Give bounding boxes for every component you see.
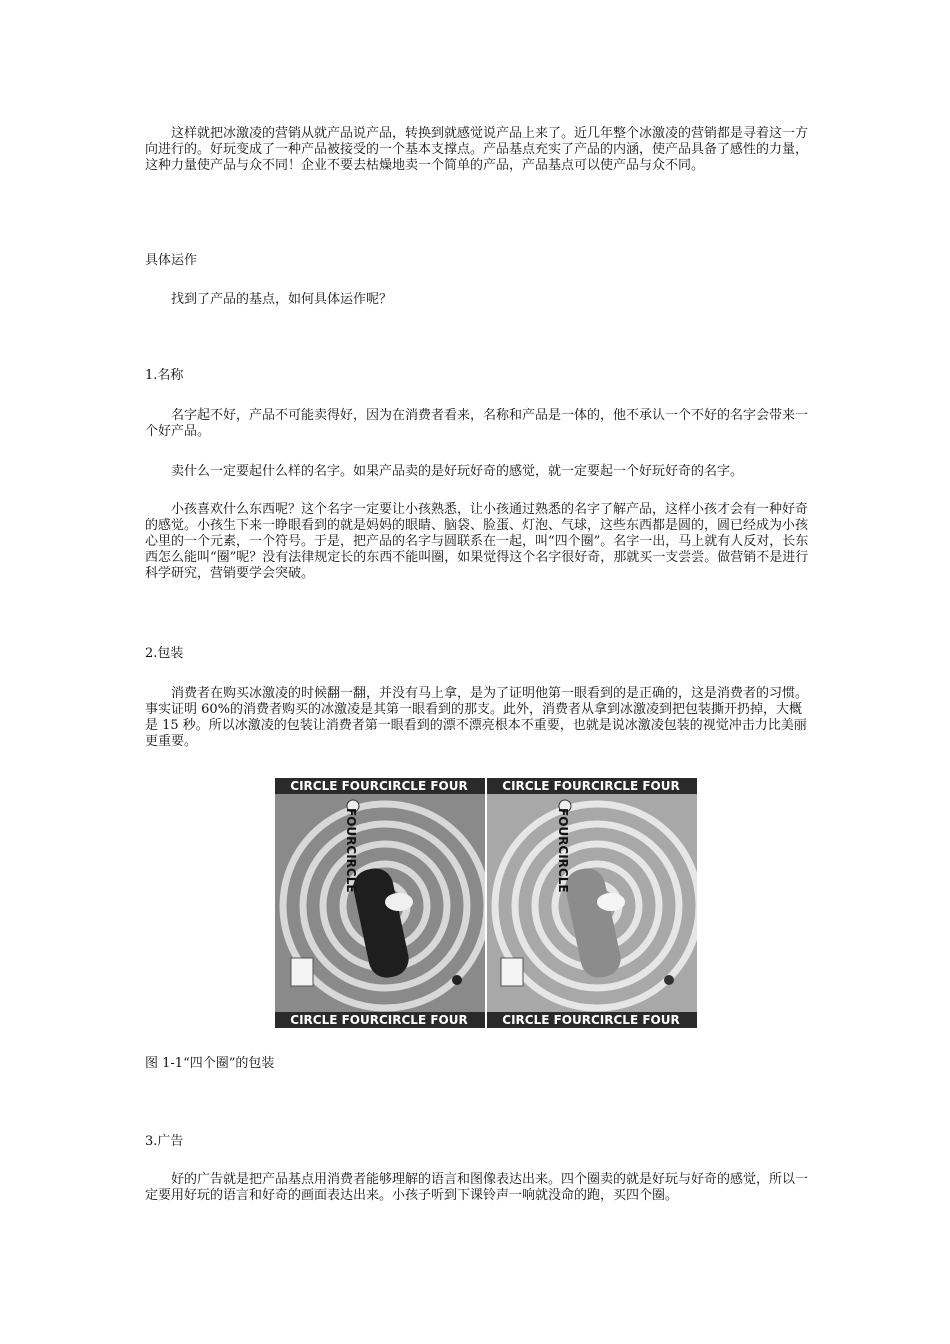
package-image-light [487, 778, 697, 1028]
paragraph-packaging: 消费者在购买冰激凌的时候翻一翻，并没有马上拿，是为了证明他第一眼看到的是正确的，这是消费者的习惯。事实证明 60%的消费者购买的冰激凌是其第一眼看到的那支。此外，消费者从拿到冰激凌到把包装撕开扔掉，大概是 15 秒。所以冰激凌的包装让消费者第一眼看到的漂不漂亮根本不重要，也就是说冰激凌包装的视觉冲击力比美丽更重要。 [145, 686, 809, 749]
paragraph-name-1: 名字起不好，产品不可能卖得好，因为在消费者看来，名称和产品是一体的，他不承认一个不好的名字会带来一个好产品。 [145, 408, 809, 439]
paragraph-advertising: 好的广告就是把产品基点用消费者能够理解的语言和图像表达出来。四个圈卖的就是好玩与好奇的感觉，所以一定要用好玩的语言和好奇的画面表达出来。小孩子听到下课铃声一响就没命的跑，买四个圈。 [145, 1172, 809, 1203]
packaging-figure [275, 778, 685, 1028]
band-top-left: CIRCLE FOURCIRCLE FOUR [290, 779, 468, 793]
section-heading-packaging: 2.包装 [145, 646, 184, 661]
band-bottom-right: CIRCLE FOURCIRCLE FOUR [502, 1013, 680, 1027]
vertical-brand-right: FOURCIRCLE [556, 808, 570, 893]
band-bottom-left: CIRCLE FOURCIRCLE FOUR [290, 1013, 468, 1027]
paragraph-name-2: 卖什么一定要起什么样的名字。如果产品卖的是好玩好奇的感觉，就一定要起一个好玩好奇的名字。 [171, 464, 744, 479]
paragraph-question: 找到了产品的基点，如何具体运作呢？ [171, 292, 393, 307]
section-heading-operations: 具体运作 [145, 253, 198, 268]
vertical-brand-left: FOURCIRCLE [344, 808, 358, 893]
paragraph-name-3: 小孩喜欢什么东西呢？这个名字一定要让小孩熟悉，让小孩通过熟悉的名字了解产品，这样小孩才会有一种好奇的感觉。小孩生下来一睁眼看到的就是妈妈的眼睛、脑袋、脸蛋、灯泡、气球，这些东西都是圆的，圆已经成为小孩心里的一个元素，一个符号。于是，把产品的名字与圆联系在一起，叫“四个圈”。名字一出，马上就有人反对，长东西怎么能叫“圈”呢？没有法律规定长的东西不能叫圈，如果觉得这个名字很好奇，那就买一支尝尝。做营销不是进行科学研究，营销要学会突破。 [145, 502, 809, 581]
paragraph-intro: 这样就把冰激凌的营销从就产品说产品，转换到就感觉说产品上来了。近几年整个冰激凌的营销都是寻着这一方向进行的。好玩变成了一种产品被接受的一个基本支撑点。产品基点充实了产品的内涵，使产品具备了感性的力量，这种力量使产品与众不同！企业不要去枯燥地卖一个简单的产品，产品基点可以使产品与众不同。 [145, 126, 809, 173]
band-top-right: CIRCLE FOURCIRCLE FOUR [502, 779, 680, 793]
section-heading-name: 1.名称 [145, 368, 184, 383]
figure-caption: 图 1-1“四个圈”的包装 [145, 1056, 275, 1071]
section-heading-advertising: 3.广告 [145, 1134, 184, 1149]
package-image-dark [275, 778, 485, 1028]
